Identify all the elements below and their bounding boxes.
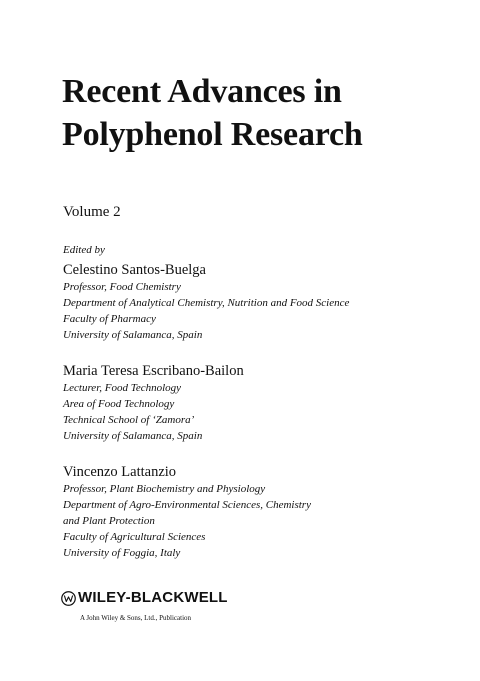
edited-by-label: Edited by [63,244,105,256]
editor-affiliation-line: Department of Agro-Environmental Sciences, Chemistry [63,499,311,511]
editor-affiliation-line: Department of Analytical Chemistry, Nutrition and Food Science [63,297,350,309]
editor-block-2 [63,363,244,444]
editor-affiliation-line: University of Salamanca, Spain [63,430,203,442]
volume-label: Volume 2 [63,204,121,220]
book-title-line-1: Recent Advances in [62,73,342,110]
editor-affiliation-line: Professor, Plant Biochemistry and Physiology [63,483,266,495]
editor-name: Celestino Santos-Buelga [63,262,206,278]
editor-block-3 [63,464,311,561]
editor-affiliation-line: Lecturer, Food Technology [63,382,182,394]
editor-name: Vincenzo Lattanzio [63,464,177,480]
editor-block-1 [63,262,349,343]
editor-affiliation-line: University of Foggia, Italy [63,547,181,559]
book-title-line-2: Polyphenol Research [62,116,363,153]
editor-name: Maria Teresa Escribano-Bailon [63,363,244,379]
editor-affiliation-line: Technical School of ‘Zamora’ [63,414,195,426]
editor-affiliation-line: and Plant Protection [63,515,155,527]
editor-affiliation-line: Professor, Food Chemistry [63,281,181,293]
book-title [62,70,363,156]
publisher-logo [61,590,228,606]
publisher-name: WILEY-BLACKWELL [78,589,228,606]
editor-affiliation-line: Faculty of Agricultural Sciences [63,531,206,543]
editor-affiliation-line: University of Salamanca, Spain [63,329,203,341]
editor-affiliation-line: Area of Food Technology [63,398,175,410]
publisher-tagline: A John Wiley & Sons, Ltd., Publication [80,614,192,622]
wiley-logo-icon [61,591,76,606]
editor-affiliation-line: Faculty of Pharmacy [63,313,156,325]
